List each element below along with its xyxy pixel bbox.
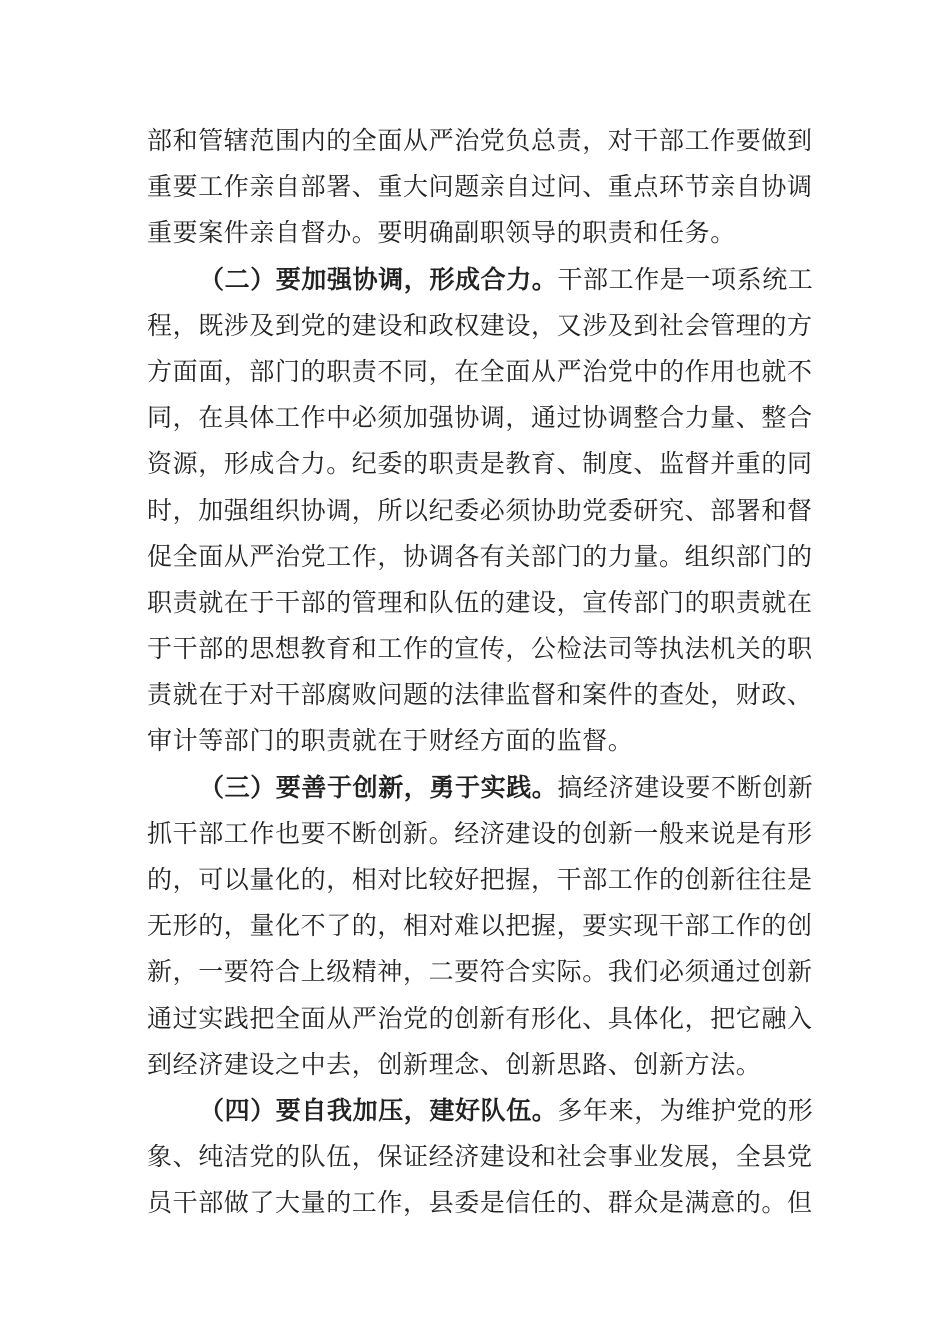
paragraph-1-line-2: 重要工作亲自部署、重大问题亲自过问、重点环节亲自协调 [147,172,813,202]
paragraph-2-line: 方面面，部门的职责不同，在全面从严治党中的作用也就不 [147,356,813,386]
paragraph-2-heading: （二）要加强协调，形成合力。 [199,264,558,294]
paragraph-3-line: 到经济建设之中去，创新理念、创新思路、创新方法。 [147,1049,762,1079]
paragraph-4-first-line [147,1088,814,1134]
paragraph-3-first-line-text: 搞经济建设要不断创新 [557,772,814,802]
paragraph-2-line: 职责就在于干部的管理和队伍的建设，宣传部门的职责就在 [147,587,813,617]
paragraph-1-line-1: 部和管辖范围内的全面从严治党负总责，对干部工作要做到 [147,126,813,155]
paragraph-3-line: 抓干部工作也要不断创新。经济建设的创新一般来说是有形 [147,818,813,848]
paragraph-3-heading: （三）要善于创新，勇于实践。 [199,772,558,802]
paragraph-4-first-line-text: 多年来，为维护党的形 [557,1095,814,1125]
paragraph-4-heading: （四）要自我加压，建好队伍。 [199,1095,558,1125]
paragraph-2-line: 于干部的思想教育和工作的宣传，公检法司等执法机关的职 [147,634,813,664]
paragraph-2-line: 程，既涉及到党的建设和政权建设，又涉及到社会管理的方 [147,310,813,340]
paragraph-3-line: 新，一要符合上级精神，二要符合实际。我们必须通过创新 [147,957,813,987]
paragraph-2-line: 资源，形成合力。纪委的职责是教育、制度、监督并重的同 [147,449,813,479]
paragraph-2-line: 时，加强组织协调，所以纪委必须协助党委研究、部署和督 [147,495,813,525]
paragraph-2-first-line [147,257,814,303]
paragraph-3-first-line [147,765,814,811]
paragraph-1-line-3: 重要案件亲自督办。要明确副职领导的职责和任务。 [147,218,736,248]
paragraph-2-line: 审计等部门的职责就在于财经方面的监督。 [147,726,634,756]
paragraph-3-line: 的，可以量化的，相对比较好把握，干部工作的创新往往是 [147,865,813,894]
document-body [147,118,814,1227]
paragraph-3-line: 无形的，量化不了的，相对难以把握，要实现干部工作的创 [147,911,813,941]
paragraph-4-line: 员干部做了大量的工作，县委是信任的、群众是满意的。但 [147,1188,813,1218]
paragraph-3-line: 通过实践把全面从严治党的创新有形化、具体化，把它融入 [147,1003,813,1033]
paragraph-2-line: 促全面从严治党工作，协调各有关部门的力量。组织部门的 [147,541,813,571]
paragraph-4-line: 象、纯洁党的队伍，保证经济建设和社会事业发展，全县党 [147,1142,813,1172]
paragraph-2-line: 同，在具体工作中必须加强协调，通过协调整合力量、整合 [147,403,813,433]
paragraph-2-first-line-text: 干部工作是一项系统工 [557,264,814,294]
paragraph-2-line: 责就在于对干部腐败问题的法律监督和案件的查处，财政、 [147,680,813,710]
